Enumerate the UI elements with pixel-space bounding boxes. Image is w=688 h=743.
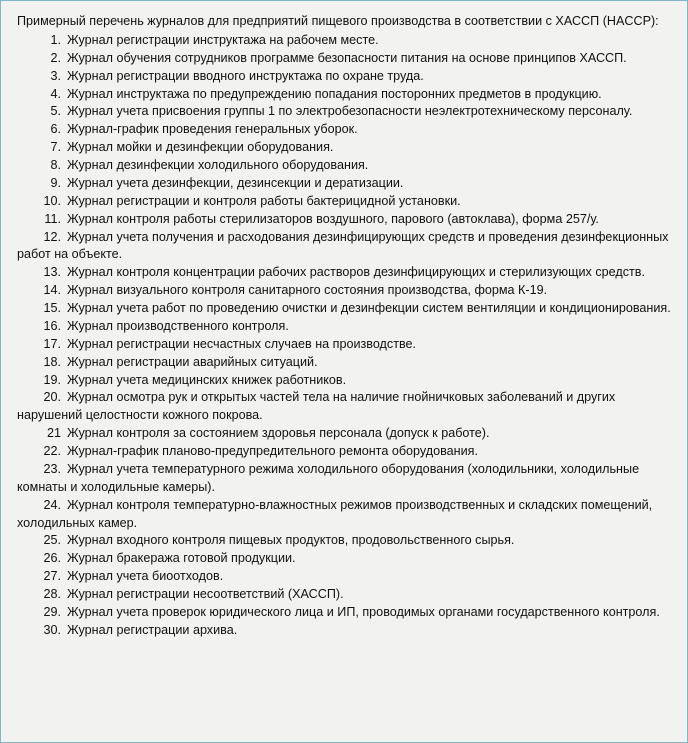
list-item: Журнал дезинфекции холодильного оборудования. xyxy=(67,158,369,172)
list-item: Журнал регистрации инструктажа на рабочем месте. xyxy=(67,32,379,47)
list-item: Журнал инструктажа по предупреждению попадания посторонних предметов в продукцию. xyxy=(67,86,602,101)
list-item: Журнал регистрации несоответствий (ХАССП). xyxy=(67,587,344,601)
list-item: Журнал учета медицинских книжек работников. xyxy=(67,372,347,387)
list-item: Журнал учета температурного режима холодильного оборудования (холодильники, холодильные комнаты и холодильные камеры). xyxy=(17,461,640,494)
list-item: Журнал учета дезинфекции, дезинсекции и дератизации. xyxy=(67,175,404,190)
list-item: Журнал учета получения и расходования дезинфицирующих средств и проведения дезинфекционных работ на объекте. xyxy=(17,229,669,262)
list-item: Журнал визуального контроля санитарного состояния производства, форма К-19. xyxy=(67,283,548,298)
list-item: Журнал-график проведения генеральных уборок. xyxy=(67,122,358,137)
list-item: Журнал контроля работы стерилизаторов воздушного, парового (автоклава), форма 257/у. xyxy=(67,211,599,226)
list-item: Журнал контроля температурно-влажностных режимов производственных и складских помещений, холодильных камер. xyxy=(17,497,653,530)
list-item: Журнал учета работ по проведению очистки и дезинфекции систем вентиляции и кондиционирования. xyxy=(67,301,671,315)
list-item: Журнал регистрации вводного инструктажа по охране труда. xyxy=(67,68,424,83)
list-item: Журнал учета биоотходов. xyxy=(67,569,224,584)
list-item: Журнал регистрации архива. xyxy=(67,622,238,637)
list-item: Журнал контроля концентрации рабочих растворов дезинфицирующих и стерилизующих средств. xyxy=(67,265,645,280)
list-item: Журнал контроля за состоянием здоровья персонала (допуск к работе). xyxy=(67,426,490,441)
list-item: Журнал осмотра рук и открытых частей тела на наличие гнойничковых заболеваний и других нарушений целостности кожного покрова. xyxy=(17,390,616,423)
list-item: Журнал учета присвоения группы 1 по электробезопасности неэлектротехническому персоналу. xyxy=(67,104,633,119)
list-item: Журнал мойки и дезинфекции оборудования. xyxy=(67,140,334,155)
list-item: Журнал бракеража готовой продукции. xyxy=(67,551,296,566)
document-intro: Примерный перечень журналов для предприятий пищевого производства в соответствии с ХАССП (HACCP): xyxy=(17,14,659,28)
list-item: Журнал регистрации и контроля работы бактерицидной установки. xyxy=(67,193,461,208)
journal-list xyxy=(17,32,673,640)
list-item: Журнал входного контроля пищевых продуктов, продовольственного сырья. xyxy=(67,533,515,548)
list-item: Журнал обучения сотрудников программе безопасности питания на основе принципов ХАССП. xyxy=(67,50,627,65)
list-item: Журнал регистрации аварийных ситуаций. xyxy=(67,354,318,369)
list-item: Журнал регистрации несчастных случаев на производстве. xyxy=(67,336,417,351)
list-item: Журнал учета проверок юридического лица и ИП, проводимых органами государственного контроля. xyxy=(67,604,660,619)
list-item: Журнал производственного контроля. xyxy=(67,318,289,333)
list-item: Журнал-график планово-предупредительного ремонта оборудования. xyxy=(67,444,478,458)
